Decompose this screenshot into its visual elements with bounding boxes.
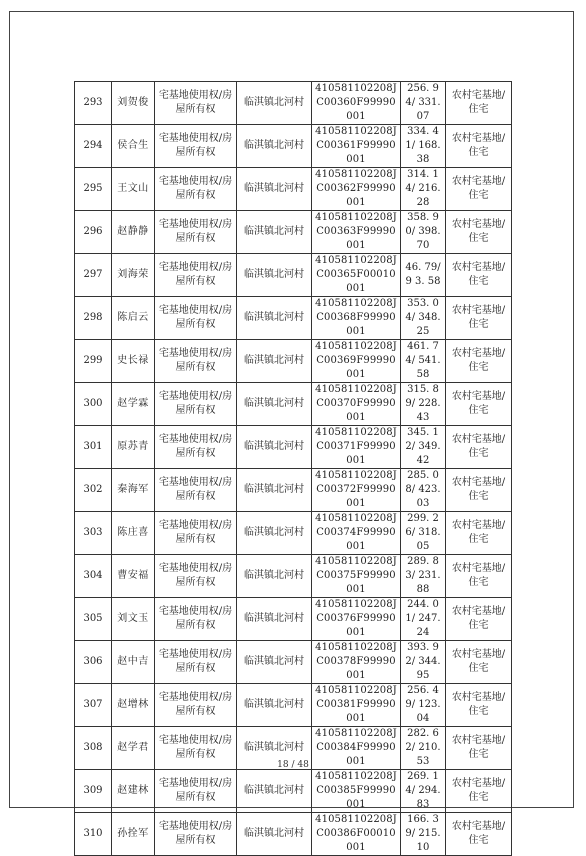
cell-land-use: 农村宅基地/住宅 — [446, 512, 512, 555]
cell-area: 353. 04/ 348. 25 — [401, 297, 446, 340]
cell-owner-name: 赵学霖 — [112, 383, 155, 426]
cell-area: 334. 41/ 168. 38 — [401, 125, 446, 168]
cell-area: 256. 94/ 331. 07 — [401, 82, 446, 125]
cell-area: 393. 92/ 344. 95 — [401, 641, 446, 684]
cell-owner-name: 原苏青 — [112, 426, 155, 469]
cell-area: 166. 39/ 215. 10 — [401, 813, 446, 856]
cell-location: 临淇镇北河村 — [237, 125, 312, 168]
cell-location: 临淇镇北河村 — [237, 426, 312, 469]
table-row — [75, 254, 512, 297]
cell-land-use: 农村宅基地/住宅 — [446, 555, 512, 598]
records-table-body — [75, 82, 512, 856]
cell-number: 295 — [75, 168, 112, 211]
cell-owner-name: 刘海荣 — [112, 254, 155, 297]
cell-right-type: 宅基地使用权/房屋所有权 — [155, 555, 237, 598]
cell-number: 306 — [75, 641, 112, 684]
table-row — [75, 770, 512, 813]
table-row — [75, 813, 512, 856]
cell-area: 314. 14/ 216. 28 — [401, 168, 446, 211]
cell-owner-name: 陈启云 — [112, 297, 155, 340]
cell-right-type: 宅基地使用权/房屋所有权 — [155, 426, 237, 469]
cell-unit-code: 410581102208JC00386F00010001 — [312, 813, 401, 856]
cell-owner-name: 赵增林 — [112, 684, 155, 727]
cell-owner-name: 曹安福 — [112, 555, 155, 598]
cell-location: 临淇镇北河村 — [237, 340, 312, 383]
cell-land-use: 农村宅基地/住宅 — [446, 383, 512, 426]
cell-land-use: 农村宅基地/住宅 — [446, 770, 512, 813]
table-row — [75, 340, 512, 383]
cell-area: 46. 79/9 3. 58 — [401, 254, 446, 297]
cell-number: 310 — [75, 813, 112, 856]
cell-location: 临淇镇北河村 — [237, 684, 312, 727]
cell-land-use: 农村宅基地/住宅 — [446, 426, 512, 469]
cell-area: 282. 62/ 210. 53 — [401, 727, 446, 770]
cell-location: 临淇镇北河村 — [237, 512, 312, 555]
cell-owner-name: 王文山 — [112, 168, 155, 211]
cell-number: 302 — [75, 469, 112, 512]
cell-land-use: 农村宅基地/住宅 — [446, 598, 512, 641]
cell-right-type: 宅基地使用权/房屋所有权 — [155, 512, 237, 555]
table-row — [75, 426, 512, 469]
table-row — [75, 555, 512, 598]
cell-location: 临淇镇北河村 — [237, 770, 312, 813]
cell-location: 临淇镇北河村 — [237, 82, 312, 125]
cell-land-use: 农村宅基地/住宅 — [446, 469, 512, 512]
cell-unit-code: 410581102208JC00374F99990001 — [312, 512, 401, 555]
cell-number: 299 — [75, 340, 112, 383]
cell-location: 临淇镇北河村 — [237, 641, 312, 684]
cell-number: 301 — [75, 426, 112, 469]
cell-land-use: 农村宅基地/住宅 — [446, 340, 512, 383]
cell-owner-name: 秦海军 — [112, 469, 155, 512]
table-row — [75, 684, 512, 727]
cell-land-use: 农村宅基地/住宅 — [446, 684, 512, 727]
cell-location: 临淇镇北河村 — [237, 297, 312, 340]
cell-location: 临淇镇北河村 — [237, 598, 312, 641]
cell-right-type: 宅基地使用权/房屋所有权 — [155, 684, 237, 727]
cell-right-type: 宅基地使用权/房屋所有权 — [155, 168, 237, 211]
cell-right-type: 宅基地使用权/房屋所有权 — [155, 82, 237, 125]
cell-owner-name: 史长禄 — [112, 340, 155, 383]
cell-owner-name: 刘贺俊 — [112, 82, 155, 125]
cell-right-type: 宅基地使用权/房屋所有权 — [155, 469, 237, 512]
cell-location: 临淇镇北河村 — [237, 813, 312, 856]
cell-land-use: 农村宅基地/住宅 — [446, 641, 512, 684]
cell-location: 临淇镇北河村 — [237, 254, 312, 297]
cell-right-type: 宅基地使用权/房屋所有权 — [155, 813, 237, 856]
cell-unit-code: 410581102208JC00368F99990001 — [312, 297, 401, 340]
cell-number: 305 — [75, 598, 112, 641]
cell-right-type: 宅基地使用权/房屋所有权 — [155, 125, 237, 168]
cell-unit-code: 410581102208JC00365F00010001 — [312, 254, 401, 297]
cell-unit-code: 410581102208JC00371F99990001 — [312, 426, 401, 469]
table-row — [75, 469, 512, 512]
page-number: 18 / 48 — [277, 760, 309, 770]
cell-right-type: 宅基地使用权/房屋所有权 — [155, 727, 237, 770]
cell-right-type: 宅基地使用权/房屋所有权 — [155, 211, 237, 254]
cell-number: 298 — [75, 297, 112, 340]
cell-land-use: 农村宅基地/住宅 — [446, 727, 512, 770]
records-table — [74, 81, 512, 856]
cell-land-use: 农村宅基地/住宅 — [446, 813, 512, 856]
cell-right-type: 宅基地使用权/房屋所有权 — [155, 297, 237, 340]
table-row — [75, 168, 512, 211]
cell-land-use: 农村宅基地/住宅 — [446, 82, 512, 125]
cell-land-use: 农村宅基地/住宅 — [446, 254, 512, 297]
cell-unit-code: 410581102208JC00369F99990001 — [312, 340, 401, 383]
cell-area: 315. 89/ 228. 43 — [401, 383, 446, 426]
cell-unit-code: 410581102208JC00372F99990001 — [312, 469, 401, 512]
cell-area: 256. 49/ 123. 04 — [401, 684, 446, 727]
cell-number: 308 — [75, 727, 112, 770]
cell-number: 293 — [75, 82, 112, 125]
cell-land-use: 农村宅基地/住宅 — [446, 211, 512, 254]
cell-owner-name: 赵学君 — [112, 727, 155, 770]
cell-land-use: 农村宅基地/住宅 — [446, 125, 512, 168]
cell-unit-code: 410581102208JC00385F99990001 — [312, 770, 401, 813]
cell-unit-code: 410581102208JC00362F99990001 — [312, 168, 401, 211]
cell-unit-code: 410581102208JC00361F99990001 — [312, 125, 401, 168]
table-row — [75, 512, 512, 555]
cell-land-use: 农村宅基地/住宅 — [446, 297, 512, 340]
cell-area: 461. 74/ 541. 58 — [401, 340, 446, 383]
cell-number: 297 — [75, 254, 112, 297]
cell-area: 299. 26/ 318. 05 — [401, 512, 446, 555]
cell-number: 304 — [75, 555, 112, 598]
table-row — [75, 125, 512, 168]
cell-number: 307 — [75, 684, 112, 727]
table-row — [75, 383, 512, 426]
cell-owner-name: 刘文玉 — [112, 598, 155, 641]
cell-unit-code: 410581102208JC00378F99990001 — [312, 641, 401, 684]
cell-owner-name: 赵中吉 — [112, 641, 155, 684]
table-row — [75, 598, 512, 641]
cell-unit-code: 410581102208JC00376F99990001 — [312, 598, 401, 641]
cell-right-type: 宅基地使用权/房屋所有权 — [155, 641, 237, 684]
cell-unit-code: 410581102208JC00363F99990001 — [312, 211, 401, 254]
cell-location: 临淇镇北河村 — [237, 555, 312, 598]
cell-unit-code: 410581102208JC00375F99990001 — [312, 555, 401, 598]
table-row — [75, 297, 512, 340]
table-row — [75, 211, 512, 254]
cell-right-type: 宅基地使用权/房屋所有权 — [155, 770, 237, 813]
cell-location: 临淇镇北河村 — [237, 727, 312, 770]
cell-location: 临淇镇北河村 — [237, 211, 312, 254]
cell-number: 309 — [75, 770, 112, 813]
cell-number: 296 — [75, 211, 112, 254]
cell-area: 269. 14/ 294. 83 — [401, 770, 446, 813]
cell-unit-code: 410581102208JC00370F99990001 — [312, 383, 401, 426]
cell-unit-code: 410581102208JC00381F99990001 — [312, 684, 401, 727]
cell-owner-name: 孙拴军 — [112, 813, 155, 856]
cell-right-type: 宅基地使用权/房屋所有权 — [155, 340, 237, 383]
cell-number: 300 — [75, 383, 112, 426]
table-row — [75, 641, 512, 684]
cell-owner-name: 侯合生 — [112, 125, 155, 168]
cell-unit-code: 410581102208JC00360F99990001 — [312, 82, 401, 125]
cell-land-use: 农村宅基地/住宅 — [446, 168, 512, 211]
cell-number: 303 — [75, 512, 112, 555]
cell-area: 244. 01/ 247. 24 — [401, 598, 446, 641]
cell-owner-name: 赵静静 — [112, 211, 155, 254]
cell-location: 临淇镇北河村 — [237, 383, 312, 426]
cell-unit-code: 410581102208JC00384F99990001 — [312, 727, 401, 770]
cell-location: 临淇镇北河村 — [237, 168, 312, 211]
cell-area: 358. 90/ 398. 70 — [401, 211, 446, 254]
cell-area: 285. 08/ 423. 03 — [401, 469, 446, 512]
cell-number: 294 — [75, 125, 112, 168]
cell-area: 345. 12/ 349. 42 — [401, 426, 446, 469]
table-row — [75, 82, 512, 125]
cell-location: 临淇镇北河村 — [237, 469, 312, 512]
cell-owner-name: 赵建林 — [112, 770, 155, 813]
cell-owner-name: 陈庄喜 — [112, 512, 155, 555]
cell-right-type: 宅基地使用权/房屋所有权 — [155, 254, 237, 297]
cell-right-type: 宅基地使用权/房屋所有权 — [155, 598, 237, 641]
cell-area: 289. 83/ 231. 88 — [401, 555, 446, 598]
cell-right-type: 宅基地使用权/房屋所有权 — [155, 383, 237, 426]
